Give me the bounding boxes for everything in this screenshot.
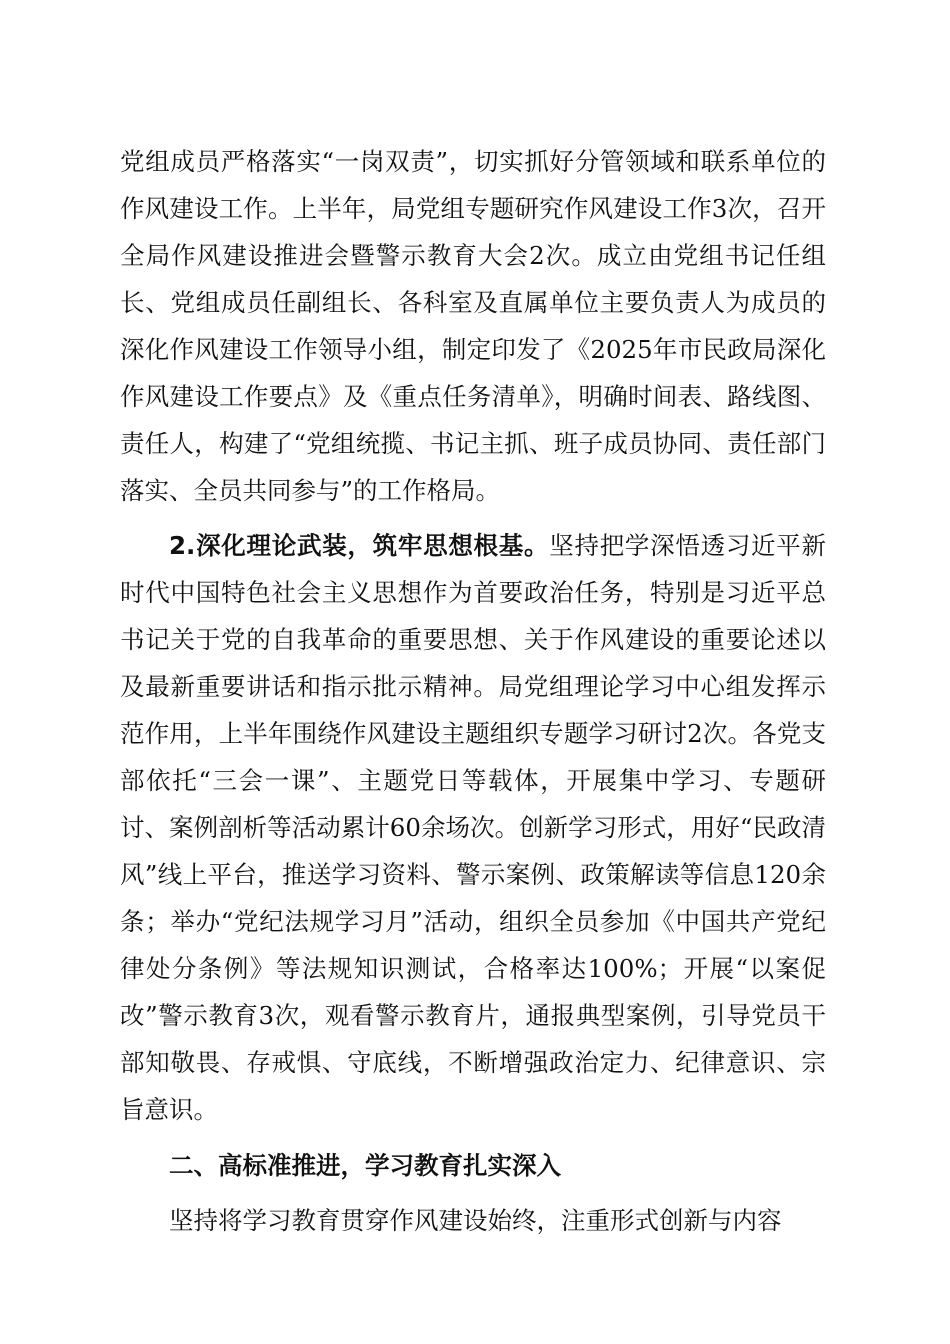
paragraph-theory-study: [120, 522, 826, 1133]
paragraph-theory-study-body: 坚持把学深悟透习近平新时代中国特色社会主义思想作为首要政治任务，特别是习近平总书记关于党的自我革命的重要思想、关于作风建设的重要论述以及最新重要讲话和指示批示精神。局党组理论学习中心组发挥示范作用，上半年围绕作风建设主题组织专题学习研讨2次。各党支部依托“三会一课”、主题党日等载体，开展集中学习、专题研讨、案例剖析等活动累计60余场次。创新学习形式，用好“民政清风”线上平台，推送学习资料、警示案例、政策解读等信息120余条；举办“党纪法规学习月”活动，组织全员参加《中国共产党纪律处分条例》等法规知识测试，合格率达100%；开展“以案促改”警示教育3次，观看警示教育片，通报典型案例，引导党员干部知敬畏、存戒惧、守底线，不断增强政治定力、纪律意识、宗旨意识。: [120, 531, 827, 1124]
paragraph-study-education: 坚持将学习教育贯穿作风建设始终，注重形式创新与内容: [169, 1206, 782, 1235]
paragraph-leadership-responsibility: 党组成员严格落实“一岗双责”，切实抓好分管领域和联系单位的作风建设工作。上半年，局党组专题研究作风建设工作3次，召开全局作风建设推进会暨警示教育大会2次。成立由党组书记任组长、党组成员任副组长、各科室及直属单位主要负责人为成员的深化作风建设工作领导小组，制定印发了《2025年市民政局深化作风建设工作要点》及《重点任务清单》，明确时间表、路线图、责任人，构建了“党组统揽、书记主抓、班子成员协同、责任部门落实、全员共同参与”的工作格局。: [120, 147, 826, 505]
section-heading: 二、高标准推进，学习教育扎实深入: [169, 1151, 561, 1180]
paragraph-lead-heading: 2.深化理论武装，筑牢思想根基。: [169, 531, 550, 560]
document-body: [120, 138, 826, 1244]
